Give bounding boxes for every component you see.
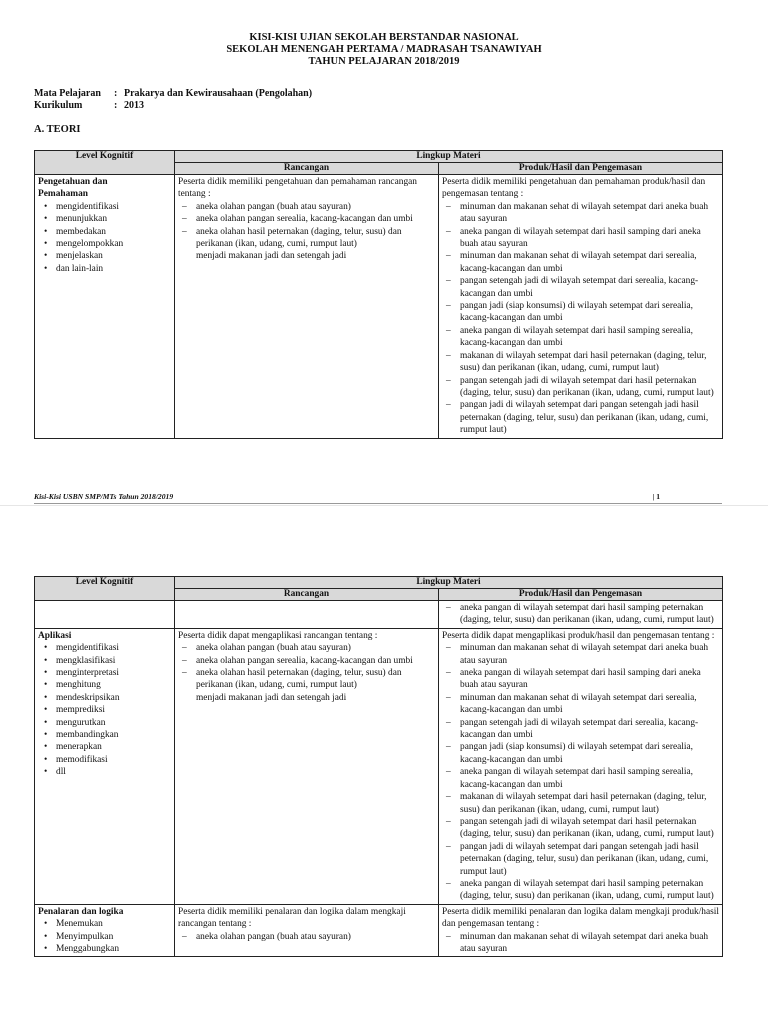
- list-item: • menerapkan: [56, 741, 171, 753]
- doc-title-line-3: TAHUN PELAJARAN 2018/2019: [308, 56, 460, 67]
- list-item: • menjelaskan: [56, 250, 171, 262]
- product-list: [442, 642, 719, 903]
- subject-label: Mata Pelajaran: [34, 88, 101, 99]
- col-level-header: Level Kognitif: [35, 151, 175, 175]
- col-product-header: Produk/Hasil dan Pengemasan: [439, 589, 723, 601]
- level-list: [38, 642, 171, 778]
- list-item: – minuman dan makanan sehat di wilayah setempat dari serealia, kacang-kacangan dan umbi: [460, 250, 719, 275]
- list-item: • mendeskripsikan: [56, 692, 171, 704]
- list-item: – makanan di wilayah setempat dari hasil peternakan (daging, telur, susu) dan perikanan (ikan, udang, cumi, rumput laut): [460, 350, 719, 375]
- design-cell: [175, 628, 439, 904]
- list-item: – minuman dan makanan sehat di wilayah setempat dari aneka buah atau sayuran: [460, 201, 719, 226]
- level-cell-empty: [35, 601, 175, 629]
- table-row: [35, 904, 723, 957]
- list-item: – pangan setengah jadi di wilayah setempat dari hasil peternakan (daging, telur, susu) dan perikanan (ikan, udang, cumi, rumput laut): [460, 816, 719, 841]
- col-scope-header: Lingkup Materi: [175, 151, 723, 163]
- list-item: – pangan jadi di wilayah setempat dari pangan setengah jadi hasil peternakan (daging, telur, susu) dan perikanan (ikan, udang, cumi, rumput laut): [460, 841, 719, 878]
- col-product-header: Produk/Hasil dan Pengemasan: [439, 163, 723, 175]
- level-list: [38, 201, 171, 275]
- level-cell: [35, 904, 175, 957]
- list-item: • Menggabungkan: [56, 943, 171, 955]
- list-item: • mengelompokkan: [56, 238, 171, 250]
- product-cell: [439, 628, 723, 904]
- list-item: – aneka pangan di wilayah setempat dari hasil samping peternakan (daging, telur, susu) dan perikanan (ikan, udang, cumi, rumput laut): [460, 878, 719, 903]
- list-item: • Menemukan: [56, 918, 171, 930]
- level-title: Aplikasi: [38, 630, 72, 641]
- level-title: Pengetahuan dan Pemahaman: [38, 177, 108, 200]
- product-cell: [439, 904, 723, 957]
- list-item: – pangan setengah jadi di wilayah setempat dari serealia, kacang-kacangan dan umbi: [460, 717, 719, 742]
- product-intro: Peserta didik memiliki penalaran dan logika dalam mengkaji produk/hasil dan pengemasan tentang :: [442, 906, 720, 930]
- product-list: [442, 931, 719, 956]
- kisi-table-page-2: [34, 576, 723, 957]
- level-title: Penalaran dan logika: [38, 906, 124, 917]
- list-item: • menunjukkan: [56, 213, 171, 225]
- design-cell: [175, 175, 439, 439]
- list-item: – aneka olahan pangan serealia, kacang-kacangan dan umbi: [196, 213, 435, 225]
- list-item: – pangan setengah jadi di wilayah setempat dari serealia, kacang-kacangan dan umbi: [460, 275, 719, 300]
- list-item: • dll: [56, 766, 171, 778]
- subject-value: Prakarya dan Kewirausahaan (Pengolahan): [124, 88, 313, 99]
- design-tail: menjadi makanan jadi dan setengah jadi: [196, 692, 347, 703]
- curriculum-label: Kurikulum: [34, 100, 83, 111]
- list-item: • menghitung: [56, 679, 171, 691]
- list-item: – aneka pangan di wilayah setempat dari hasil samping dari aneka buah atau sayuran: [460, 667, 719, 692]
- list-item: – aneka olahan pangan (buah atau sayuran): [196, 201, 435, 213]
- col-level-header: Level Kognitif: [35, 577, 175, 601]
- design-cell-empty: [175, 601, 439, 629]
- product-list: [442, 201, 719, 437]
- list-item: – pangan jadi di wilayah setempat dari pangan setengah jadi hasil peternakan (daging, telur, susu) dan perikanan (ikan, udang, cumi, rumput laut): [460, 399, 719, 436]
- list-item: – aneka olahan pangan (buah atau sayuran): [196, 642, 435, 654]
- page-number: | 1: [652, 492, 660, 501]
- list-item: – aneka pangan di wilayah setempat dari hasil samping serealia, kacang-kacangan dan umbi: [460, 766, 719, 791]
- list-item: – aneka olahan pangan (buah atau sayuran): [196, 931, 435, 943]
- level-cell: [35, 628, 175, 904]
- list-item: – pangan jadi (siap konsumsi) di wilayah setempat dari serealia, kacang-kacangan dan umbi: [460, 300, 719, 325]
- list-item: • memodifikasi: [56, 754, 171, 766]
- doc-title-line-2: SEKOLAH MENENGAH PERTAMA / MADRASAH TSANAWIYAH: [226, 44, 542, 55]
- design-intro: Peserta didik memiliki pengetahuan dan pemahaman rancangan tentang :: [178, 177, 417, 200]
- product-cell: [439, 175, 723, 439]
- list-item: – pangan jadi (siap konsumsi) di wilayah setempat dari serealia, kacang-kacangan dan umbi: [460, 741, 719, 766]
- list-item: – aneka olahan hasil peternakan (daging, telur, susu) dan perikanan (ikan, udang, cumi, rumput laut): [196, 667, 435, 692]
- design-tail: menjadi makanan jadi dan setengah jadi: [196, 251, 347, 262]
- list-item: – makanan di wilayah setempat dari hasil peternakan (daging, telur, susu) dan perikanan (ikan, udang, cumi, rumput laut): [460, 791, 719, 816]
- level-cell: [35, 175, 175, 439]
- subject-colon: :: [114, 88, 118, 99]
- list-item: – aneka pangan di wilayah setempat dari hasil samping serealia, kacang-kacangan dan umbi: [460, 325, 719, 350]
- document-page-2: [0, 506, 768, 1024]
- list-item: • menginterpretasi: [56, 667, 171, 679]
- table-row: [35, 175, 723, 439]
- kisi-table-page-1: [34, 150, 723, 439]
- design-list: [178, 642, 435, 692]
- product-intro: Peserta didik dapat mengaplikasi produk/hasil dan pengemasan tentang :: [442, 630, 715, 641]
- list-item: • mengklasifikasi: [56, 655, 171, 667]
- list-item: – aneka olahan hasil peternakan (daging, telur, susu) dan perikanan (ikan, udang, cumi, rumput laut): [196, 226, 435, 251]
- design-list: [178, 931, 435, 943]
- list-item: – aneka pangan di wilayah setempat dari hasil samping dari aneka buah atau sayuran: [460, 226, 719, 251]
- list-item: – minuman dan makanan sehat di wilayah setempat dari serealia, kacang-kacangan dan umbi: [460, 692, 719, 717]
- col-design-header: Rancangan: [175, 589, 439, 601]
- list-item: • dan lain-lain: [56, 263, 171, 275]
- carry-list: [442, 602, 719, 627]
- page-footer: [34, 492, 722, 504]
- list-item: • memprediksi: [56, 704, 171, 716]
- curriculum-value: 2013: [124, 100, 144, 111]
- section-title: A. TEORI: [34, 124, 81, 135]
- doc-title-line-1: KISI-KISI UJIAN SEKOLAH BERSTANDAR NASIONAL: [249, 32, 519, 43]
- list-item: – aneka pangan di wilayah setempat dari hasil samping peternakan (daging, telur, susu) dan perikanan (ikan, udang, cumi, rumput laut): [460, 602, 719, 627]
- meta-subject: [34, 88, 312, 100]
- list-item: – minuman dan makanan sehat di wilayah setempat dari aneka buah atau sayuran: [460, 931, 719, 956]
- design-intro: Peserta didik memiliki penalaran dan logika dalam mengkaji rancangan tentang :: [178, 906, 406, 930]
- document-page-1: [0, 0, 768, 505]
- col-scope-header: Lingkup Materi: [175, 577, 723, 589]
- design-cell: [175, 904, 439, 957]
- list-item: • membedakan: [56, 226, 171, 238]
- list-item: – pangan setengah jadi di wilayah setempat dari hasil peternakan (daging, telur, susu) dan perikanan (ikan, udang, cumi, rumput laut): [460, 375, 719, 400]
- list-item: • mengidentifikasi: [56, 201, 171, 213]
- footer-text: Kisi-Kisi USBN SMP/MTs Tahun 2018/2019: [34, 492, 174, 501]
- product-intro: Peserta didik memiliki pengetahuan dan pemahaman produk/hasil dan pengemasan tentang :: [442, 177, 706, 200]
- product-cell: [439, 601, 723, 629]
- table-row: [35, 628, 723, 904]
- col-design-header: Rancangan: [175, 163, 439, 175]
- list-item: – minuman dan makanan sehat di wilayah setempat dari aneka buah atau sayuran: [460, 642, 719, 667]
- design-intro: Peserta didik dapat mengaplikasi rancangan tentang :: [178, 630, 378, 641]
- meta-curriculum: [34, 100, 144, 112]
- list-item: • mengidentifikasi: [56, 642, 171, 654]
- level-list: [38, 918, 171, 955]
- table-row: [35, 601, 723, 629]
- list-item: • Menyimpulkan: [56, 931, 171, 943]
- design-list: [178, 201, 435, 251]
- curriculum-colon: :: [114, 100, 118, 111]
- list-item: • mengurutkan: [56, 717, 171, 729]
- list-item: • membandingkan: [56, 729, 171, 741]
- list-item: – aneka olahan pangan serealia, kacang-kacangan dan umbi: [196, 655, 435, 667]
